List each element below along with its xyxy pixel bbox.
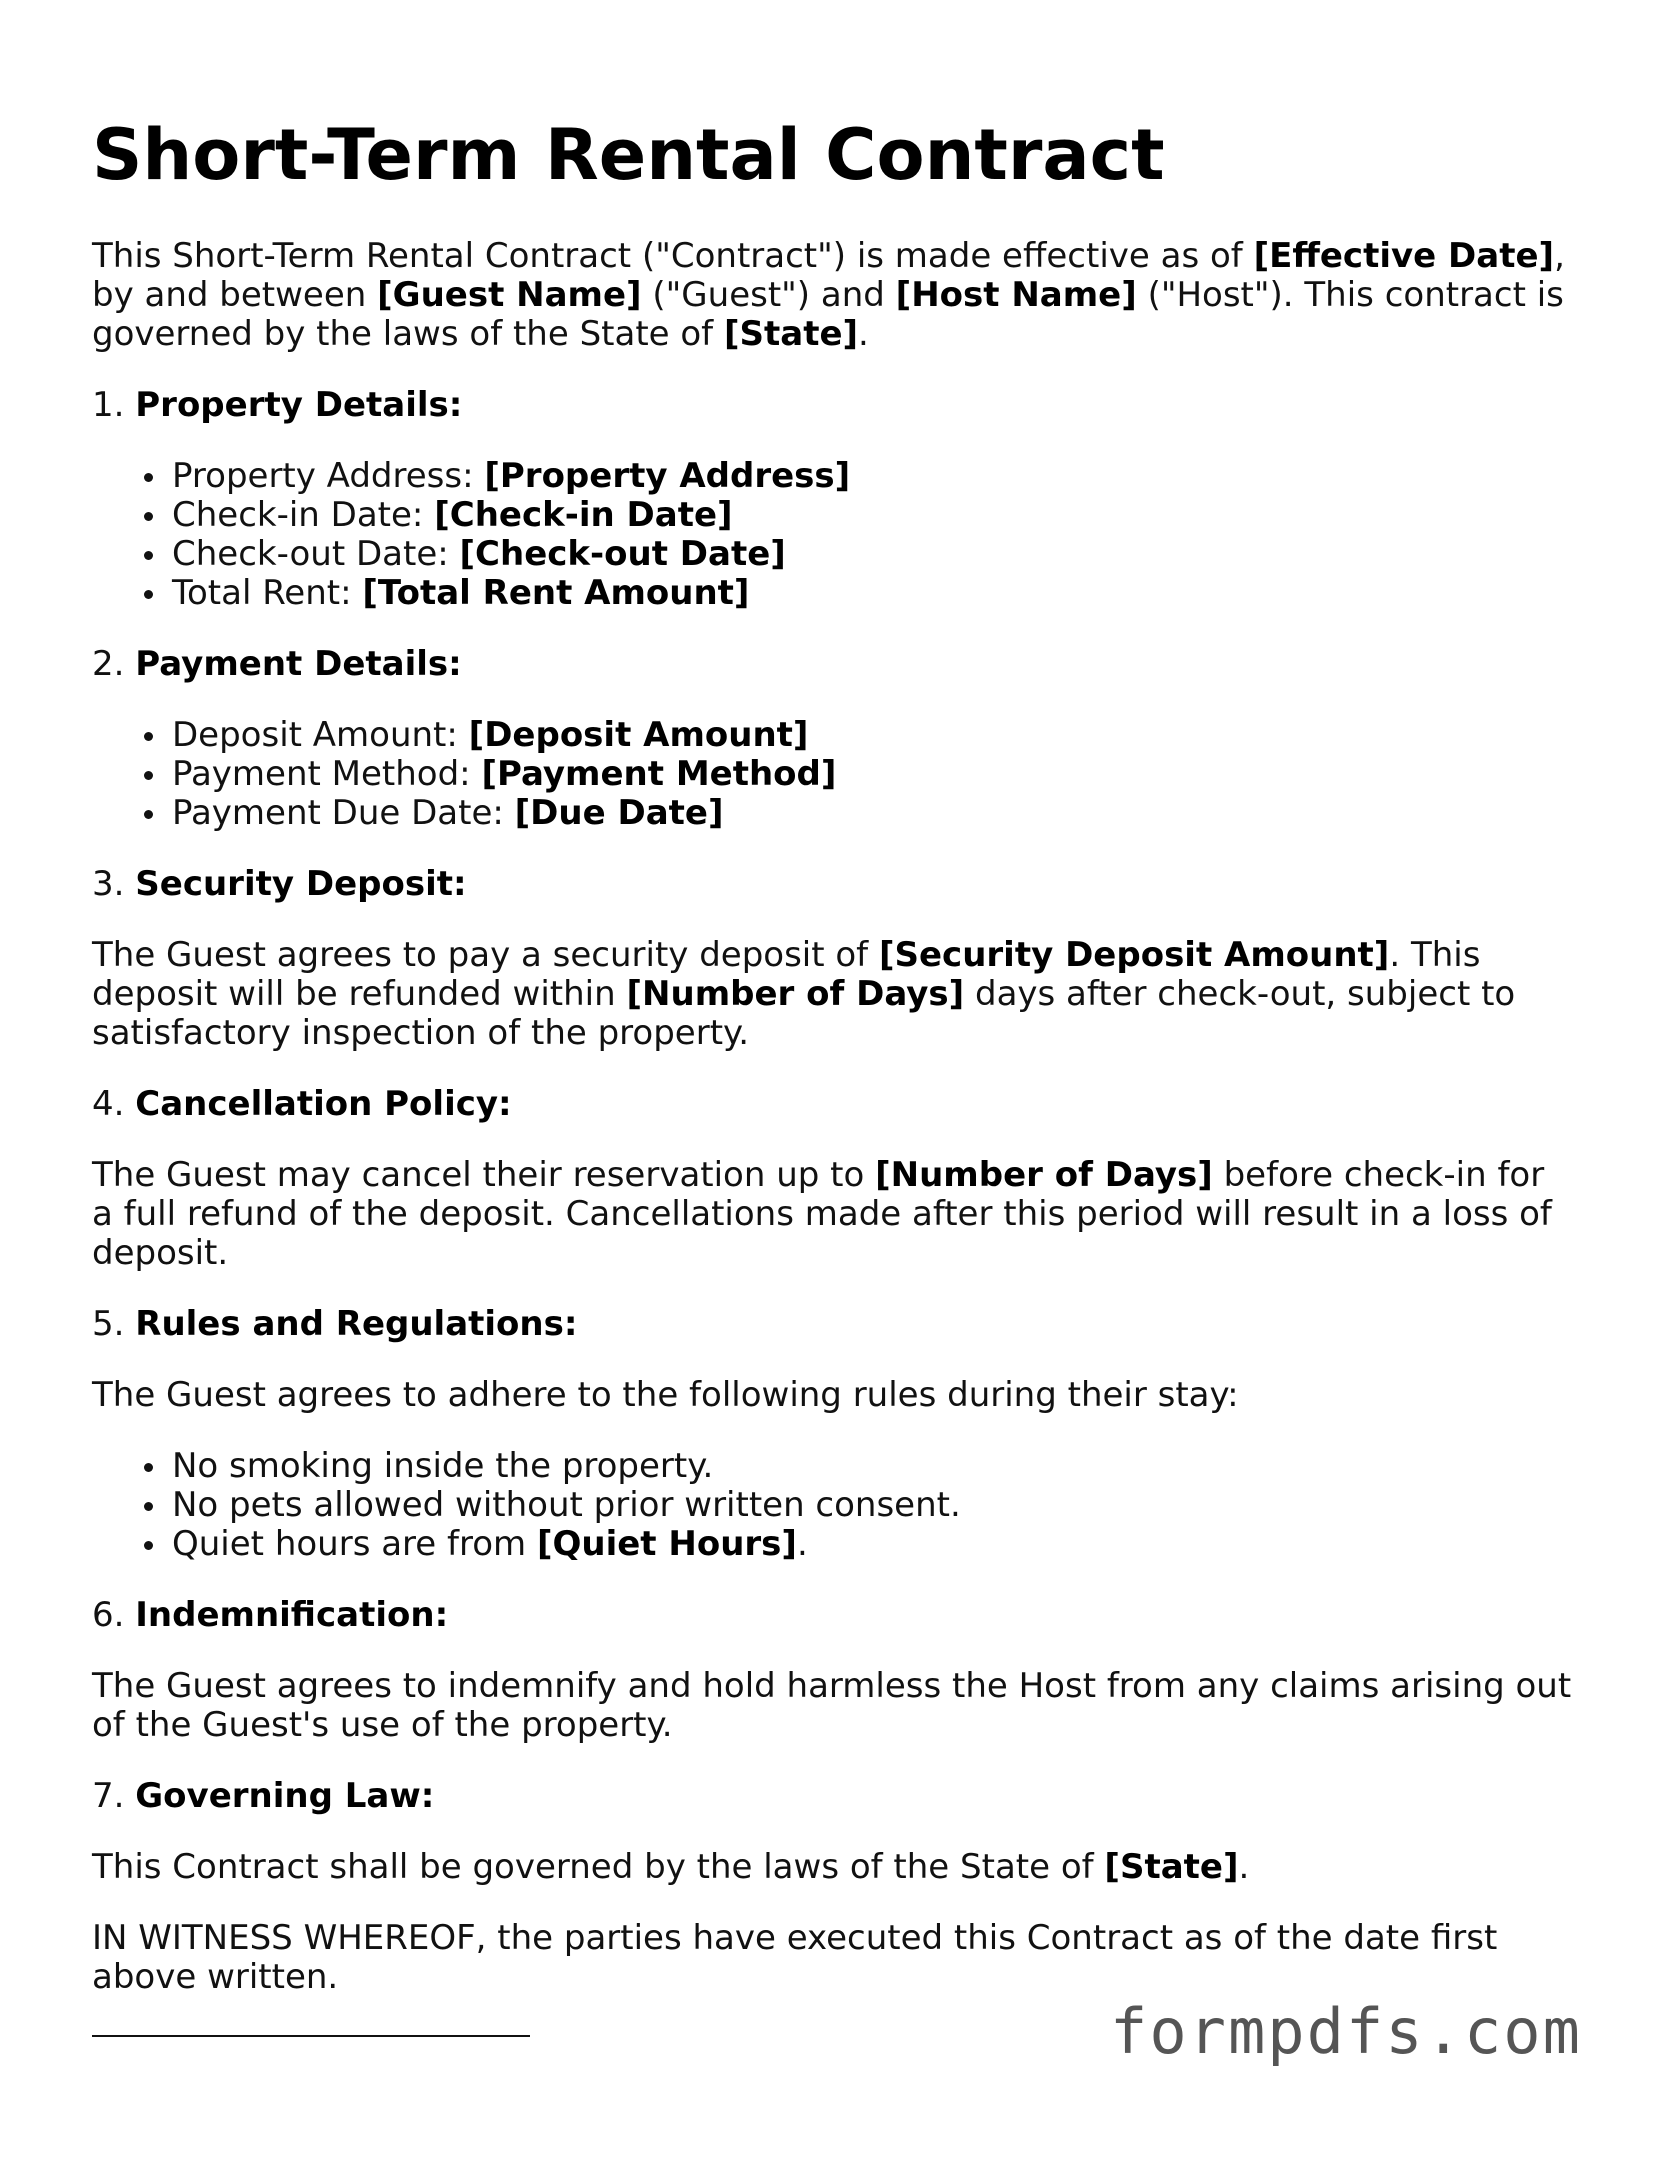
section-title: Governing Law: [135,1776,435,1816]
paragraph-text: The Guest agrees to pay a security deposit of [92,935,879,975]
list-item: No smoking inside the property. [172,1447,1572,1486]
check-in-date-field: [Check-in Date] [434,495,733,535]
section-heading-governing-law [92,1777,1572,1816]
signature-line [92,2035,530,2037]
cancellation-days-field: [Number of Days] [875,1155,1213,1195]
list-item [172,1525,1572,1564]
section-heading-payment [92,645,1572,684]
witness-paragraph: IN WITNESS WHEREOF, the parties have executed this Contract as of the date first above written. [92,1918,1498,1997]
property-details-list [92,457,1572,613]
section-title: Property Details: [135,385,463,425]
contract-document [92,115,1572,2029]
list-item [172,496,1572,535]
item-label: Check-in Date: [172,495,435,535]
refund-days-field: [Number of Days] [626,974,965,1014]
section-number: 2. [92,644,125,684]
paragraph-text: This Contract shall be governed by the laws of the State of [92,1847,1105,1887]
section-number: 7. [92,1776,125,1816]
section-heading-security-deposit [92,865,1572,904]
payment-method-field: [Payment Method] [481,754,837,794]
intro-text: , by and between [92,236,1565,315]
list-item [172,755,1572,794]
quiet-hours-field: [Quiet Hours] [536,1524,797,1564]
watermark: formpdfs.com [1110,1995,1582,2068]
item-label: . [796,1524,808,1564]
list-item [172,535,1572,574]
page-title: Short-Term Rental Contract [92,114,1165,196]
item-label: Quiet hours are from [172,1524,537,1564]
cancellation-paragraph [92,1156,1572,1273]
check-out-date-field: [Check-out Date] [459,534,786,574]
item-label: Payment Due Date: [172,793,515,833]
deposit-amount-field: [Deposit Amount] [468,715,809,755]
section-heading-cancellation [92,1085,1572,1124]
guest-name-field: [Guest Name] [377,275,642,315]
intro-text: ("Guest") and [641,275,896,315]
section-number: 4. [92,1084,125,1124]
section-title: Indemnification: [135,1595,449,1635]
intro-paragraph [92,237,1572,354]
list-item [172,794,1572,833]
item-label: Payment Method: [172,754,482,794]
item-label: Total Rent: [172,573,363,613]
governing-law-paragraph [92,1848,1572,1887]
intro-text: This Short-Term Rental Contract ("Contract") is made effective as of [92,236,1254,276]
state-field: [State] [723,314,859,354]
rules-list [92,1447,1572,1564]
section-title: Payment Details: [135,644,462,684]
paragraph-text: before check-in for a full refund of the deposit. Cancellations made after this period will result in a loss of deposit. [92,1155,1552,1273]
paragraph-text: The Guest may cancel their reservation up to [92,1155,876,1195]
due-date-field: [Due Date] [514,793,724,833]
paragraph-text: . This deposit will be refunded within [92,935,1481,1014]
indemnification-paragraph: The Guest agrees to indemnify and hold harmless the Host from any claims arising out of the Guest's use of the property. [92,1666,1572,1745]
section-title: Rules and Regulations: [135,1304,578,1344]
property-address-field: [Property Address] [484,456,851,496]
intro-text: ("Host"). This contract is governed by the laws of the State of [92,275,1564,354]
paragraph-text: days after check-out, subject to satisfactory inspection of the property. [92,974,1516,1053]
section-title: Cancellation Policy: [135,1084,512,1124]
section-heading-rules [92,1305,1572,1344]
rules-intro: The Guest agrees to adhere to the following rules during their stay: [92,1375,1239,1415]
list-item [172,574,1572,613]
paragraph-text: . [1238,1847,1250,1887]
section-heading-property [92,386,1572,425]
section-number: 5. [92,1304,125,1344]
security-deposit-amount-field: [Security Deposit Amount] [878,935,1390,975]
section-number: 1. [92,385,125,425]
section-number: 6. [92,1595,125,1635]
intro-text: . [858,314,869,354]
section-heading-indemnification [92,1596,1572,1635]
section-number: 3. [92,864,125,904]
section-title: Security Deposit: [135,864,467,904]
security-deposit-paragraph [92,936,1572,1053]
list-item: No pets allowed without prior written consent. [172,1486,1572,1525]
list-item [172,716,1572,755]
payment-details-list [92,716,1572,833]
item-label: Check-out Date: [172,534,460,574]
item-label: Property Address: [172,456,485,496]
list-item [172,457,1572,496]
governing-state-field: [State] [1104,1847,1239,1887]
effective-date-field: [Effective Date] [1253,236,1555,276]
host-name-field: [Host Name] [895,275,1137,315]
total-rent-field: [Total Rent Amount] [362,573,750,613]
item-label: Deposit Amount: [172,715,469,755]
